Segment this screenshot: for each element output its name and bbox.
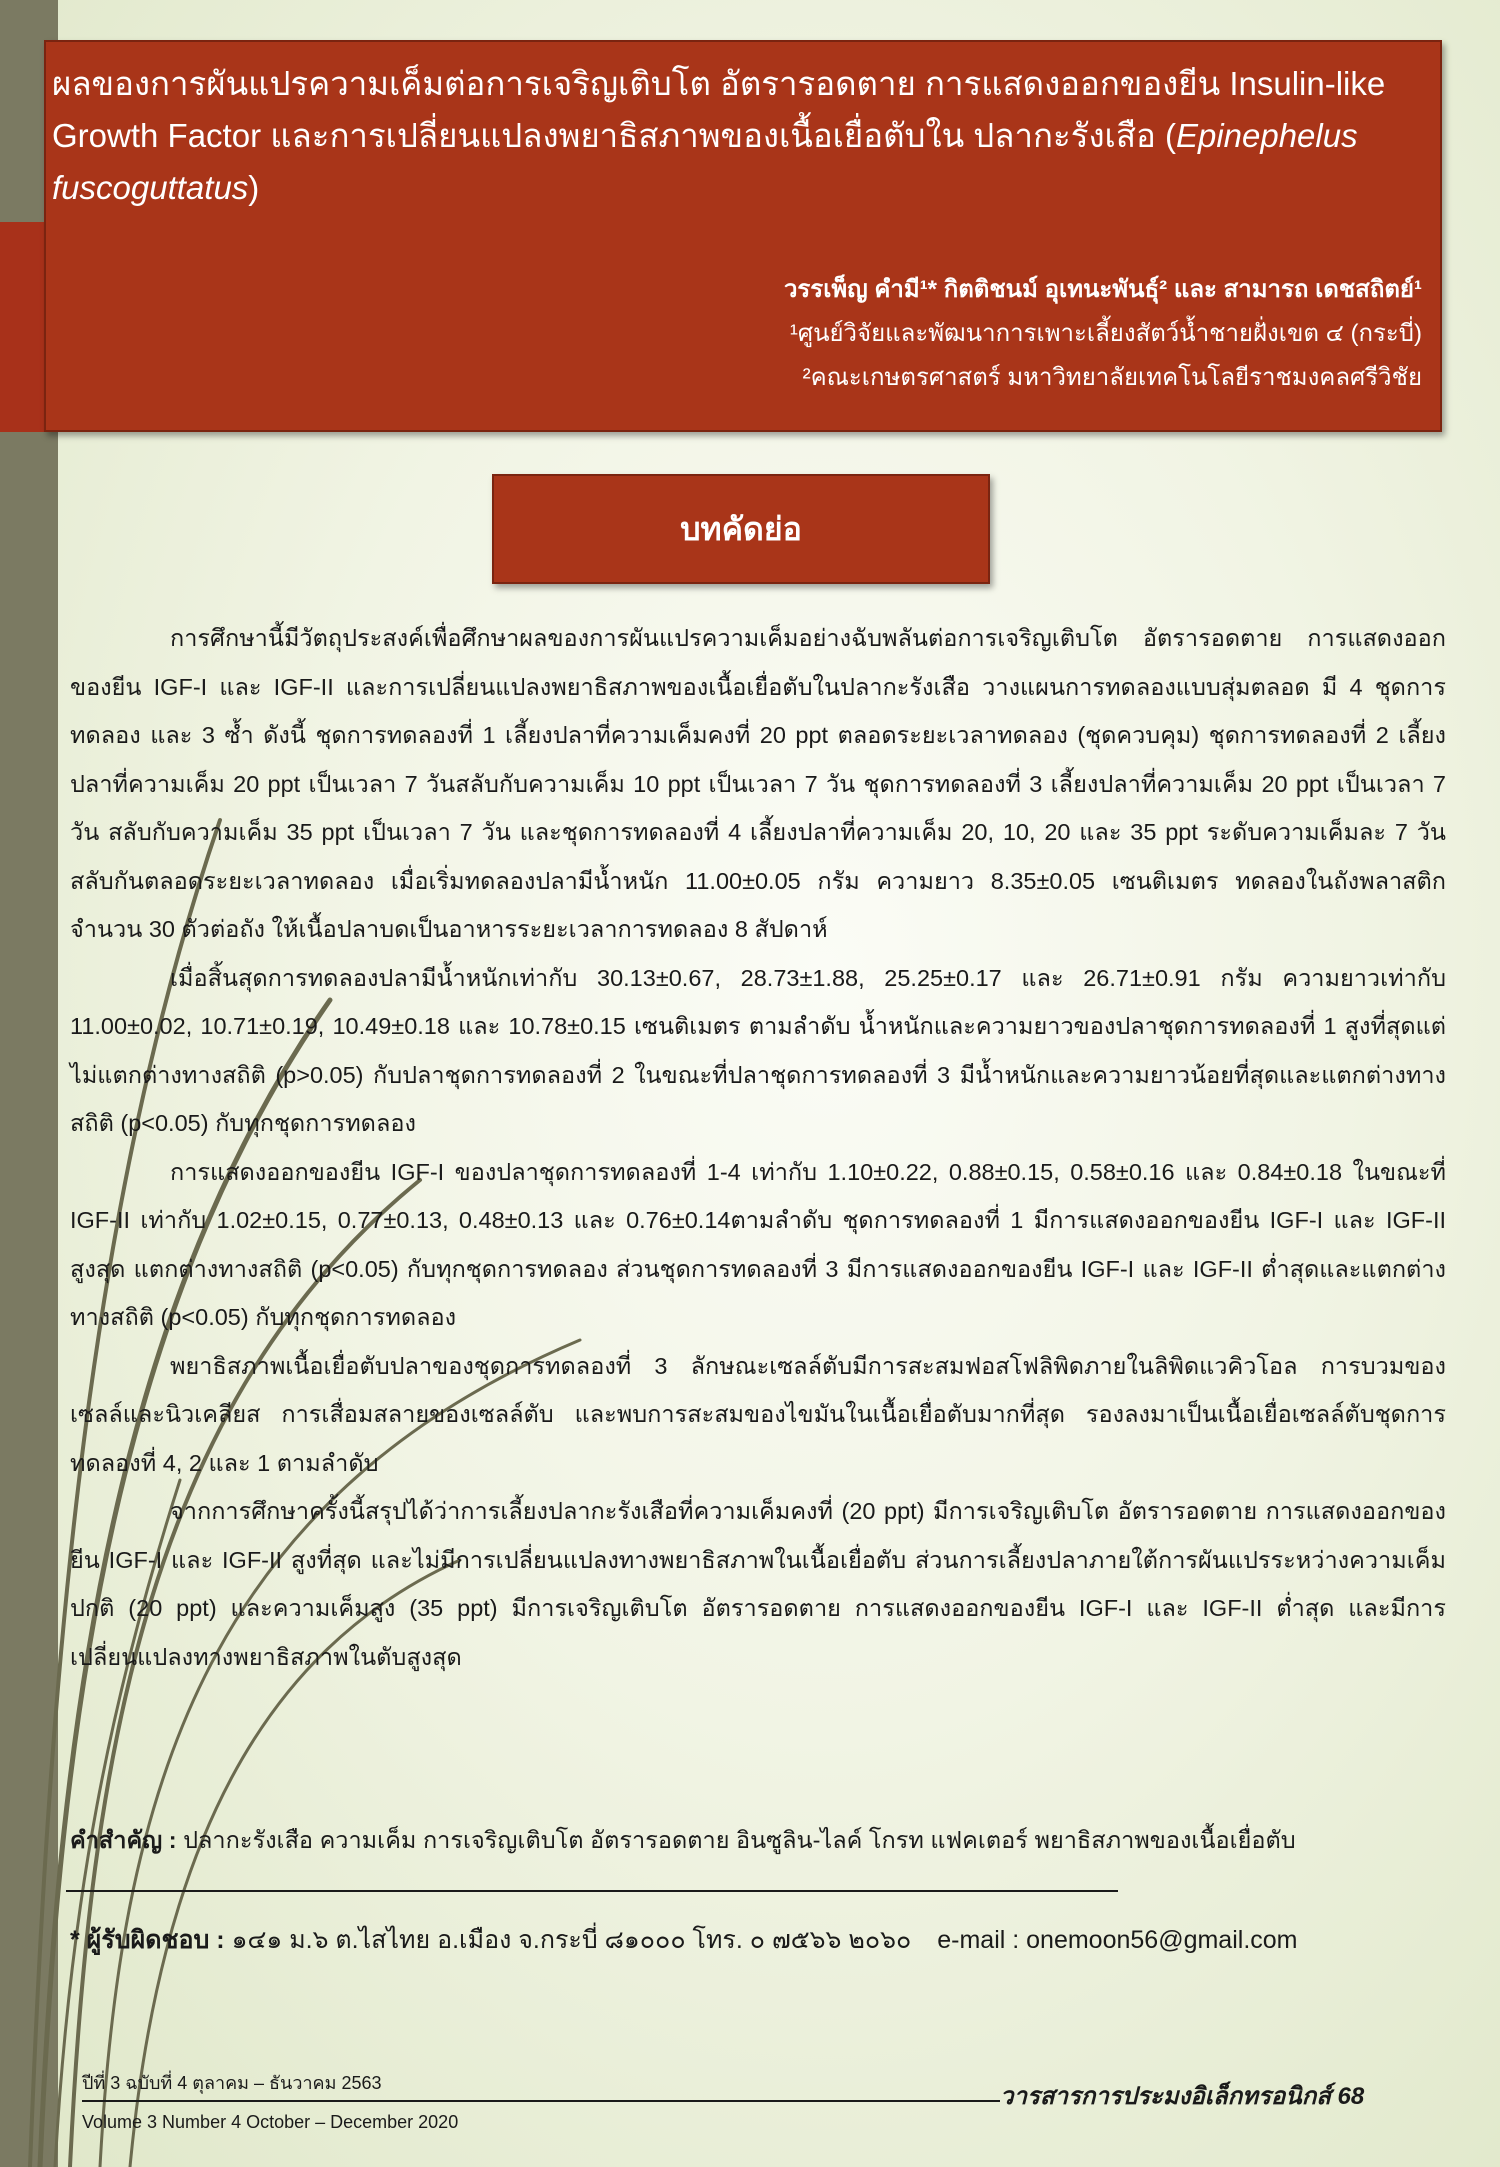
footer-divider <box>82 2100 1000 2102</box>
corresponding-author-note <box>70 1914 1450 1966</box>
abstract-body <box>70 614 1446 1681</box>
author-block <box>322 268 1422 400</box>
left-red-tab <box>0 222 44 432</box>
title-closing: ) <box>248 169 260 206</box>
abstract-paragraph-4: พยาธิสภาพเนื้อเยื่อตับปลาของชุดการทดลองที่ 3 ลักษณะเซลล์ตับมีการสะสมฟอสโฟลิพิดภายในลิพิดแวคิวโอล การบวมของเซลล์และนิวเคลียส การเสื่อมสลายของเซลล์ตับ และพบการสะสมของไขมันในเนื้อเยื่อตับมากที่สุด รองลงมาเป็นเนื้อเยื่อเซลล์ตับชุดการทดลองที่ 4, 2 และ 1 ตามลำดับ <box>70 1352 1446 1476</box>
footnote-label: ผู้รับผิดชอบ : <box>79 1926 225 1954</box>
keywords-divider <box>66 1890 1118 1892</box>
abstract-paragraph-2: เมื่อสิ้นสุดการทดลองปลามีน้ำหนักเท่ากับ 30.13±0.67, 28.73±1.88, 25.25±0.17 และ 26.71±0.91 กรัม ความยาวเท่ากับ 11.00±0.02, 10.71±0.19, 10.49±0.18 และ 10.78±0.15 เซนติเมตร ตามลำดับ น้ำหนักและความยาวของปลาชุดการทดลองที่ 1 สูงที่สุดแต่ไม่แตกต่างทางสถิติ (p>0.05) กับปลาชุดการทดลองที่ 2 ในขณะที่ปลาชุดการทดลองที่ 3 มีน้ำหนักและความยาวน้อยที่สุดและแตกต่างทางสถิติ (p<0.05) กับทุกชุดการทดลอง <box>70 964 1446 1136</box>
title-main: ผลของการผันแปรความเค็มต่อการเจริญเติบโต อัตรารอดตาย การแสดงออกของยีน Insulin-like Growth Factor และการเปลี่ยนแปลงพยาธิสภาพของเนื้อเยื่อตับใน ปลากะรังเสือ ( <box>52 65 1386 154</box>
footer-volume-en: Volume 3 Number 4 October – December 2020 <box>82 2112 459 2132</box>
footnote-mark: * <box>70 1926 80 1954</box>
footnote-address: ๑๔๑ ม.๖ ต.ไสไทย อ.เมือง จ.กระบี่ ๘๑๐๐๐ โทร. ๐ ๗๕๖๖ ๒๐๖๐ <box>224 1926 912 1954</box>
footer-issue-th: ปีที่ 3 ฉบับที่ 4 ตุลาคม – ธันวาคม 2563 <box>82 2073 382 2093</box>
author-names: วรรเพ็ญ คำมี¹* กิตติชนม์ อุเทนะพันธุ์² และ สามารถ เดชสถิตย์¹ <box>783 276 1422 303</box>
keywords-line <box>70 1816 1446 1864</box>
affiliation-1: ¹ศูนย์วิจัยและพัฒนาการเพาะเลี้ยงสัตว์น้ำชายฝั่งเขต ๔ (กระบี่) <box>789 320 1422 347</box>
abstract-paragraph-3: การแสดงออกของยีน IGF-I ของปลาชุดการทดลองที่ 1-4 เท่ากับ 1.10±0.22, 0.88±0.15, 0.58±0.16 และ 0.84±0.18 ในขณะที่ IGF-II เท่ากับ 1.02±0.15, 0.77±0.13, 0.48±0.13 และ 0.76±0.14ตามลำดับ ชุดการทดลองที่ 1 มีการแสดงออกของยีน IGF-I และ IGF-II สูงสุด แตกต่างทางสถิติ (p<0.05) กับทุกชุดการทดลอง ส่วนชุดการทดลองที่ 3 มีการแสดงออกของยีน IGF-I และ IGF-II ต่ำสุดและแตกต่างทางสถิติ (p<0.05) กับทุกชุดการทดลอง <box>70 1158 1446 1330</box>
keywords-text: ปลากะรังเสือ ความเค็ม การเจริญเติบโต อัตรารอดตาย อินซูลิน-ไลค์ โกรท แฟคเตอร์ พยาธิสภาพของเนื้อเยื่อตับ <box>176 1827 1296 1853</box>
footer-journal-page: วารสารการประมงอิเล็กทรอนิกส์ 68 <box>1000 2083 1365 2110</box>
abstract-heading-label: บทคัดย่อ <box>680 510 802 547</box>
keywords-label: คำสำคัญ : <box>70 1827 177 1853</box>
footnote-email: e-mail : onemoon56@gmail.com <box>937 1926 1298 1954</box>
species-name: Epinephelus fuscoguttatus <box>52 117 1358 206</box>
paper-title <box>52 58 1442 214</box>
affiliation-2: ²คณะเกษตรศาสตร์ มหาวิทยาลัยเทคโนโลยีราชมงคลศรีวิชัย <box>802 364 1422 391</box>
abstract-paragraph-5: จากการศึกษาครั้งนี้สรุปได้ว่าการเลี้ยงปลากะรังเสือที่ความเค็มคงที่ (20 ppt) มีการเจริญเติบโต อัตรารอดตาย การแสดงออกของยีน IGF-I และ IGF-II สูงที่สุด และไม่มีการเปลี่ยนแปลงทางพยาธิสภาพในเนื้อเยื่อตับ ส่วนการเลี้ยงปลาภายใต้การผันแปรระหว่างความเค็มปกติ (20 ppt) และความเค็มสูง (35 ppt) มีการเจริญเติบโต อัตรารอดตาย การแสดงออกของยีน IGF-I และ IGF-II ต่ำสุด และมีการเปลี่ยนแปลงทางพยาธิสภาพในตับสูงสุด <box>70 1498 1446 1670</box>
abstract-heading <box>492 474 990 584</box>
abstract-paragraph-1: การศึกษานี้มีวัตถุประสงค์เพื่อศึกษาผลของการผันแปรความเค็มอย่างฉับพลันต่อการเจริญเติบโต อัตรารอดตาย การแสดงออกของยีน IGF-I และ IGF-II และการเปลี่ยนแปลงพยาธิสภาพของเนื้อเยื่อตับในปลากะรังเสือ วางแผนการทดลองแบบสุ่มตลอด มี 4 ชุดการทดลอง และ 3 ซ้ำ ดังนี้ ชุดการทดลองที่ 1 เลี้ยงปลาที่ความเค็มคงที่ 20 ppt ตลอดระยะเวลาทดลอง (ชุดควบคุม) ชุดการทดลองที่ 2 เลี้ยงปลาที่ความเค็ม 20 ppt เป็นเวลา 7 วันสลับกับความเค็ม 10 ppt เป็นเวลา 7 วัน ชุดการทดลองที่ 3 เลี้ยงปลาที่ความเค็ม 20 ppt เป็นเวลา 7 วัน สลับกับความเค็ม 35 ppt เป็นเวลา 7 วัน และชุดการทดลองที่ 4 เลี้ยงปลาที่ความเค็ม 20, 10, 20 และ 35 ppt ระดับความเค็มละ 7 วันสลับกันตลอดระยะเวลาทดลอง เมื่อเริ่มทดลองปลามีน้ำหนัก 11.00±0.05 กรัม ความยาว 8.35±0.05 เซนติเมตร ทดลองในถังพลาสติก จำนวน 30 ตัวต่อถัง ให้เนื้อปลาบดเป็นอาหารระยะเวลาการทดลอง 8 สัปดาห์ <box>70 625 1446 942</box>
